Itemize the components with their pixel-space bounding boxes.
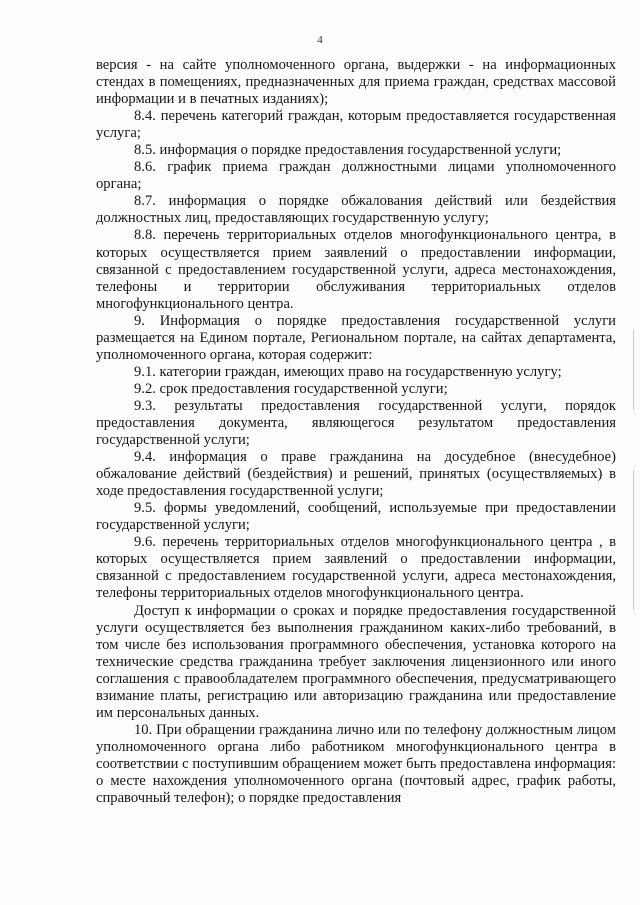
paragraph-continuation: версия - на сайте уполномоченного органа, выдержки - на информационных стендах в помещениях, предназначенных для приема граждан, средствах массовой информации и в печатных изданиях);: [96, 57, 616, 108]
paragraph-9-5: 9.5. формы уведомлений, сообщений, используемые при предоставлении государственной услуги;: [96, 500, 616, 534]
scan-edge-mark: [633, 470, 634, 610]
paragraph-9-1: 9.1. категории граждан, имеющих право на государственную услугу;: [134, 363, 562, 380]
paragraph-8-4: 8.4. перечень категорий граждан, которым предоставляется государственная услуга;: [96, 108, 616, 142]
document-body: [96, 57, 616, 807]
paragraph-9: 9. Информация о порядке предоставления государственной услуги размещается на Едином портале, Региональном портале, на сайтах департамента, уполномоченного органа, которая содержит:: [96, 312, 616, 363]
page-number: 4: [317, 34, 323, 46]
paragraph-8-6: 8.6. график приема граждан должностными лицами уполномоченного органа;: [96, 159, 616, 193]
paragraph-9-3: 9.3. результаты предоставления государственной услуги, порядок предоставления документа, являющегося результатом предоставления государственной услуги;: [96, 397, 616, 449]
paragraph-9-2: 9.2. срок предоставления государственной услуги;: [134, 380, 448, 397]
paragraph-10: 10. При обращении гражданина лично или по телефону должностным лицом уполномоченного органа либо работником многофункционального центра в соответствии с поступившим обращением может быть предоставлена информация: о месте нахождения уполномоченного органа (почтовый адрес, график работы, справочный телефон); о порядке предоставления: [96, 721, 616, 807]
paragraph-8-7: 8.7. информация о порядке обжалования действий или бездействия должностных лиц, предоставляющих государственную услугу;: [96, 193, 616, 227]
paragraph-access: Доступ к информации о сроках и порядке предоставления государственной услуги осуществляется без выполнения гражданином каких-либо требований, в том числе без использования программного обеспечения, установка которого на технические средства гражданина требует заключения лицензионного или иного соглашения с правообладателем программного обеспечения, предусматривающего взимание платы, регистрацию или авторизацию гражданина или предоставление им персональных данных.: [96, 602, 616, 721]
paragraph-8-8: 8.8. перечень территориальных отделов многофункционального центра, в которых осуществляется прием заявлений о предоставлении информации, связанной с предоставлением государственной услуги, адреса местонахождения, телефоны и территории обслуживания территориальных отделов многофункционального центра.: [96, 227, 616, 312]
scan-edge-mark: [633, 330, 634, 410]
paragraph-9-4: 9.4. информация о праве гражданина на досудебное (внесудебное) обжалование действий (бездействия) и решений, принятых (осуществляемых) в ходе предоставления государственной услуги;: [96, 449, 616, 500]
paragraph-9-6: 9.6. перечень территориальных отделов многофункционального центра , в которых осуществляется прием заявлений о предоставлении информации, связанной с предоставлением государственной услуги, адреса местонахождения, телефоны территориальных отделов многофункционального центра.: [96, 534, 616, 602]
paragraph-8-5: 8.5. информация о порядке предоставления государственной услуги;: [134, 142, 562, 159]
